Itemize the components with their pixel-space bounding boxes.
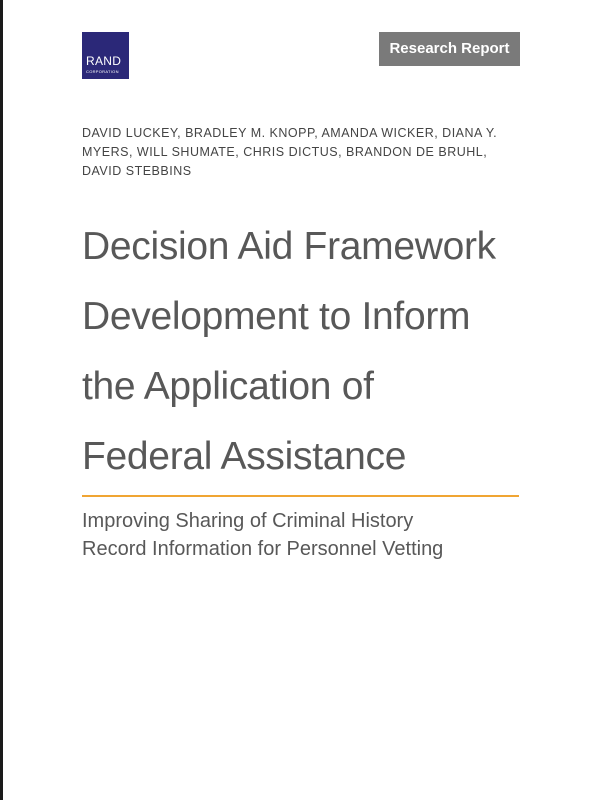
page-edge-rule xyxy=(0,0,3,800)
rand-logo xyxy=(82,32,129,79)
author-line: MYERS, WILL SHUMATE, CHRIS DICTUS, BRANDON DE BRUHL, xyxy=(82,145,488,159)
title-line: the Application of xyxy=(82,365,374,408)
report-subtitle xyxy=(82,507,532,563)
subtitle-line: Improving Sharing of Criminal History xyxy=(82,510,414,532)
report-type-badge: Research Report xyxy=(379,32,520,66)
author-line: DAVID STEBBINS xyxy=(82,164,192,178)
author-line: DAVID LUCKEY, BRADLEY M. KNOPP, AMANDA WICKER, DIANA Y. xyxy=(82,126,498,140)
logo-subtitle: CORPORATION xyxy=(86,69,119,74)
title-line: Development to Inform xyxy=(82,295,471,338)
title-divider xyxy=(82,495,519,497)
author-list xyxy=(82,124,522,181)
title-line: Federal Assistance xyxy=(82,435,407,478)
report-title xyxy=(82,212,552,492)
subtitle-line: Record Information for Personnel Vetting xyxy=(82,538,444,560)
title-line: Decision Aid Framework xyxy=(82,225,496,268)
logo-wordmark: RAND xyxy=(86,54,122,68)
